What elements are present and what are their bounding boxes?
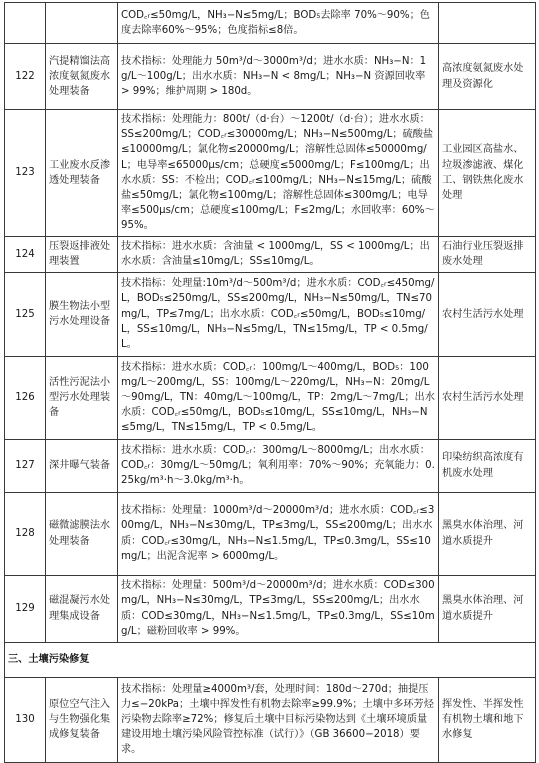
table-row bbox=[5, 272, 536, 356]
table-row bbox=[5, 439, 536, 492]
row-number: 128 bbox=[5, 492, 46, 575]
row-number: 125 bbox=[5, 272, 46, 356]
row-number: 126 bbox=[5, 356, 46, 439]
application-field: 黑臭水体治理、河道水质提升 bbox=[439, 575, 536, 642]
technical-specs: COD꜀ᵣ≤50mg/L，NH₃−N≤5mg/L；BOD₅去除率 70%～90%；色度去除率60%～95%；色度指标≤8倍。 bbox=[118, 3, 439, 44]
application-field: 工业园区高盐水、垃圾渗滤液、煤化工、钢铁焦化废水处理 bbox=[439, 110, 536, 237]
equipment-name: 汽提精馏法高浓度氨氮废水处理装备 bbox=[46, 44, 118, 110]
equipment-name: 膜生物法小型污水处理设备 bbox=[46, 272, 118, 356]
application-field: 印染纺织高浓度有机废水处理 bbox=[439, 439, 536, 492]
application-field: 高浓度氨氮废水处理及资源化 bbox=[439, 44, 536, 110]
row-number: 129 bbox=[5, 575, 46, 642]
technical-specs: 技术指标：处理能力 50m³/d～3000m³/d；进水水质：NH₃−N：1g/L～100g/L；出水水质：NH₃−N < 8mg/L；NH₃−N 资源回收率 > 99%；维护周期 > 180d。 bbox=[118, 44, 439, 110]
technical-specs: 技术指标：进水水质：含油量 < 1000mg/L，SS < 1000mg/L；出水水质：含油量≤10mg/L；SS≤10mg/L。 bbox=[118, 236, 439, 272]
technical-specs: 技术指标：进水水质：COD꜀ᵣ：300mg/L～8000mg/L；出水水质：COD꜀ᵣ：30mg/L～50mg/L；氧利用率：70%～90%；充氧能力：0.25kg/m³·h～3.0kg/m³·h。 bbox=[118, 439, 439, 492]
equipment-name: 原位空气注入与生物强化集成修复装备 bbox=[46, 677, 118, 762]
row-number bbox=[5, 3, 46, 44]
section-title: 三、土壤污染修复 bbox=[5, 642, 536, 677]
application-field: 挥发性、半挥发性有机物土壤和地下水修复 bbox=[439, 677, 536, 762]
technical-specs: 技术指标：处理量：500m³/d～20000m³/d；进水水质：COD≤300mg/L，NH₃−N≤30mg/L，TP≤3mg/L，SS≤200mg/L；出水水质：COD≤30mg/L，NH₃−N≤1.5mg/L，TP≤0.3mg/L，SS≤10mg/L；磁粉回收率 > 99%。 bbox=[118, 575, 439, 642]
row-number: 122 bbox=[5, 44, 46, 110]
equipment-name: 磁混凝污水处理集成设备 bbox=[46, 575, 118, 642]
equipment-name bbox=[46, 3, 118, 44]
equipment-name: 深井曝气装备 bbox=[46, 439, 118, 492]
technical-specs: 技术指标：处理量:10m³/d～500m³/d；进水水质：COD꜀ᵣ≤450mg/L，BOD₅≤250mg/L，SS≤200mg/L，NH₃−N≤50mg/L，TN≤70mg/L，TP≤7mg/L；出水水质：COD꜀ᵣ≤50mg/L，BOD₅≤10mg/L，SS≤10mg/L，NH₃−N≤5mg/L，TN≤15mg/L，TP < 0.5mg/L。 bbox=[118, 272, 439, 356]
equipment-catalog-table bbox=[4, 2, 536, 763]
technical-specs: 技术指标：处理量：1000m³/d～20000m³/d；进水水质：COD꜀ᵣ≤300mg/L，NH₃−N≤30mg/L，TP≤3mg/L，SS≤200mg/L；出水水质：COD꜀ᵣ≤30mg/L，NH₃−N≤1.5mg/L，TP≤0.3mg/L，SS≤10mg/L；出泥含泥率 > 6000mg/L。 bbox=[118, 492, 439, 575]
table-row bbox=[5, 575, 536, 642]
table-row bbox=[5, 236, 536, 272]
technical-specs: 技术指标：处理能力：800t/（d·台）～1200t/（d·台）；进水水质：SS≤200mg/L；COD꜀ᵣ≤30000mg/L；NH₃−N≤500mg/L；硫酸盐≤10000mg/L；氯化物≤20000mg/L；溶解性总固体≤50000mg/L；电导率≤65000μs/cm；总硬度≤5000mg/L；F≤100mg/L；出水水质：SS：不检出；COD꜀ᵣ≤100mg/L；NH₃−N≤15mg/L；硫酸盐≤50mg/L；氯化物≤100mg/L；溶解性总固体≤300mg/L；电导率≤500μs/cm；总硬度≤100mg/L；F≤2mg/L；水回收率：60%～95%。 bbox=[118, 110, 439, 237]
row-number: 123 bbox=[5, 110, 46, 237]
technical-specs: 技术指标：进水水质：COD꜀ᵣ：100mg/L～400mg/L，BOD₅：100mg/L～200mg/L，SS：100mg/L～220mg/L，NH₃−N：20mg/L～90mg/L，TN：40mg/L～100mg/L，TP：2mg/L～7mg/L；出水水质：COD꜀ᵣ≤50mg/L，BOD₅≤10mg/L，SS≤10mg/L，NH₃−N≤5mg/L，TN≤15mg/L，TP < 0.5mg/L。 bbox=[118, 356, 439, 439]
application-field bbox=[439, 3, 536, 44]
application-field: 农村生活污水处理 bbox=[439, 272, 536, 356]
row-number: 124 bbox=[5, 236, 46, 272]
table-row bbox=[5, 44, 536, 110]
table-row bbox=[5, 677, 536, 762]
equipment-name: 磁微滤膜法水处理装备 bbox=[46, 492, 118, 575]
technical-specs: 技术指标：处理量≥4000m³/套，处理时间：180d～270d；抽提压力≤−20kPa；土壤中挥发性有机物去除率≥99.9%；土壤中多环芳烃污染物去除率≥72%；修复后土壤中目标污染物达到《土壤环境质量建设用地土壤污染风险管控标准（试行）》（GB 36600−2018）要求。 bbox=[118, 677, 439, 762]
section-header-row bbox=[5, 642, 536, 677]
table-row bbox=[5, 110, 536, 237]
table-row bbox=[5, 356, 536, 439]
application-field: 黑臭水体治理、河道水质提升 bbox=[439, 492, 536, 575]
equipment-name: 压裂返排液处理装置 bbox=[46, 236, 118, 272]
table-row bbox=[5, 492, 536, 575]
application-field: 石油行业压裂返排废水处理 bbox=[439, 236, 536, 272]
equipment-name: 活性污泥法小型污水处理装备 bbox=[46, 356, 118, 439]
row-number: 130 bbox=[5, 677, 46, 762]
application-field: 农村生活污水处理 bbox=[439, 356, 536, 439]
row-number: 127 bbox=[5, 439, 46, 492]
table-row bbox=[5, 3, 536, 44]
equipment-name: 工业废水反渗透处理装备 bbox=[46, 110, 118, 237]
